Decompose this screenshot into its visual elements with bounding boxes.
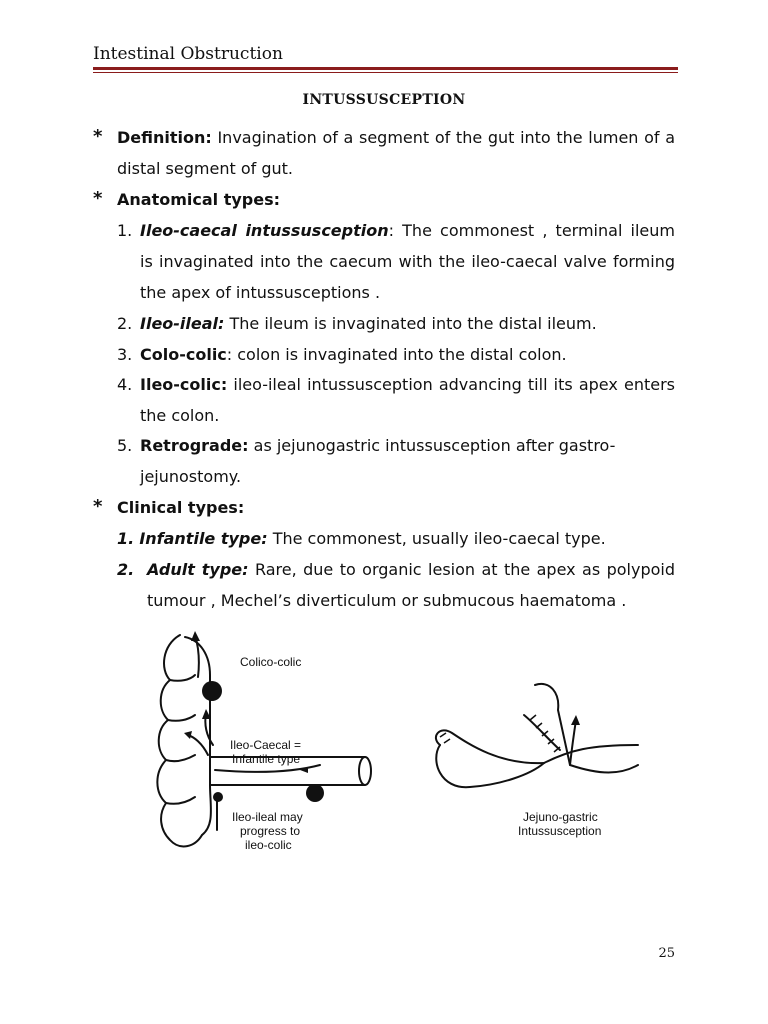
arrow-jejuno [570,720,576,765]
list-number: 5. [117,436,133,455]
list-item-ileo-colic-line2: the colon. [140,406,220,425]
label-colico-colic: Colico-colic [240,655,302,669]
list-number: 2. [117,560,135,579]
definition-text: Invagination of a segment of the gut into the lumen of a [217,128,676,147]
definition-line1 [117,127,675,149]
stomach-lower [436,745,544,787]
clinical-heading-text: Clinical types: [117,498,245,517]
label-jejuno-gastric-1: Jejuno-gastric [523,810,598,824]
list-number: 3. [117,345,133,364]
item-text: : colon is invaginated into the distal colon. [226,345,567,364]
list-number: 1. [117,221,133,240]
label-ileo-caecal-2: Infantile type [232,752,301,766]
list-item-adult [147,559,675,581]
definition-label: Definition: [117,128,212,147]
anatomical-heading [117,189,280,211]
colon-outline [157,635,202,846]
page-number: 25 [658,946,675,961]
label-jejuno-gastric-2: Intussusception [518,824,602,838]
section-title: INTUSSUSCEPTION [302,92,466,108]
colon-bulge-2 [168,715,195,721]
list-item-ileo-colic [140,374,675,396]
item-text: The commonest, usually ileo-caecal type. [267,529,606,548]
bullet-star: * [93,188,103,209]
item-text: ileo-ileal intussusception advancing till its apex enters [227,375,675,394]
ileum-tube-end [359,757,371,785]
intussusception-figure [140,625,660,870]
list-number: 1. [117,529,135,548]
list-item-ileo-ileal [140,313,597,335]
term: Ileo-ileal: [140,314,225,333]
clinical-heading [117,497,244,519]
colon-bulge-3 [166,755,195,761]
anatomical-heading-text: Anatomical types: [117,190,281,209]
arrowhead [184,731,192,739]
term: Ileo-colic: [140,375,228,394]
jejunum-upper [524,715,560,750]
bullet-star: * [93,496,103,517]
definition-line2: distal segment of gut. [117,159,293,178]
header-rule-thick [93,67,678,70]
arrow-caecal-2 [188,735,208,755]
label-ileo-caecal-1: Ileo-Caecal = [230,738,302,752]
arrowhead [191,631,200,641]
item-text: Rare, due to organic lesion at the apex as polypoid [248,560,676,579]
list-item-ileo-caecal [140,220,675,242]
list-item-ileo-caecal-line3: the apex of intussusceptions . [140,283,381,302]
arrowhead [571,715,580,725]
term: Ileo-caecal intussusception [140,221,389,240]
list-item-infantile [117,528,606,550]
list-item-colo-colic [140,344,567,366]
term: Infantile type: [139,529,268,548]
label-ileo-ileal-2: progress to [240,824,301,838]
item-text: as jejunogastric intussusception after gastro- [248,436,616,455]
apex-dot-colic [202,681,222,701]
colon-bulge-4 [166,797,195,804]
apex-dot-caecal [213,792,223,802]
list-item-retrograde [140,435,615,457]
apex-dot-ileal [306,784,324,802]
running-header: Intestinal Obstruction [93,44,283,64]
colon-bulge-1 [170,675,195,681]
term: Adult type: [147,560,249,579]
list-item-ileo-caecal-line2: is invaginated into the caecum with the ileo-caecal valve forming [140,252,675,271]
jejunum-loop [436,730,544,763]
bullet-star: * [93,126,103,147]
label-ileo-ileal-1: Ileo-ileal may [232,810,303,824]
list-number: 2. [117,314,133,333]
item-text: : The commonest , terminal ileum [388,221,675,240]
term: Colo-colic [140,345,227,364]
term: Retrograde: [140,436,249,455]
list-item-retrograde-line2: jejunostomy. [140,467,242,486]
list-item-adult-line2: tumour , Mechel’s diverticulum or submucous haematoma . [147,591,627,610]
header-rule-thin [93,72,678,73]
label-ileo-ileal-3: ileo-colic [245,838,292,852]
list-number: 4. [117,375,133,394]
item-text: The ileum is invaginated into the distal ileum. [224,314,597,333]
